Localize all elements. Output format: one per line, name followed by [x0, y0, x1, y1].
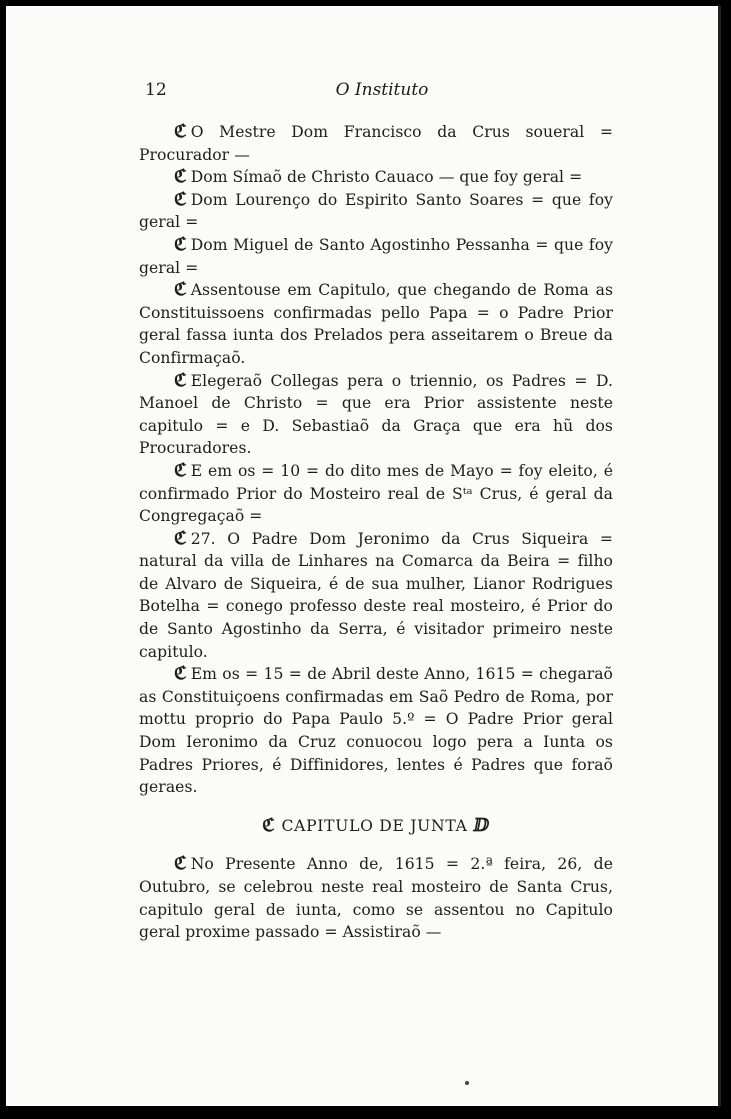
paragraph-text: Dom Miguel de Santo Agostinho Pessanha = que foy geral =	[139, 235, 613, 277]
paragraph-mark-icon: ℭ	[174, 279, 187, 301]
paragraph-text: No Presente Anno de, 1615 = 2.ª feira, 26, de Outubro, se celebrou neste real mosteiro de Santa Crus, capitulo geral de iunta, como se assentou no Capitulo geral proxime passado = Assistiraõ —	[139, 855, 613, 942]
paragraph-mark-icon: ℭ	[174, 188, 187, 210]
paragraph	[139, 853, 613, 943]
section-closer-icon: ⅅ	[473, 814, 490, 836]
paragraph-mark-icon: ℭ	[174, 853, 187, 875]
paragraph	[139, 279, 613, 369]
paragraph-text: Elegeraõ Collegas pera o triennio, os Padres = D. Manoel de Christo = que era Prior assistente neste capitulo = e D. Sebastiaõ da Graça que era hũ dos Procuradores.	[139, 371, 613, 458]
paragraph	[139, 663, 613, 799]
paragraph-text: E em os = 10 = do dito mes de Mayo = foy eleito, é confirmado Prior do Mosteiro real de Sᵗᵃ Crus, é geral da Congregaçaõ =	[139, 461, 613, 526]
paragraph-text: O Mestre Dom Francisco da Crus soueral = Procurador —	[139, 123, 613, 164]
section-title	[139, 815, 613, 838]
paragraph-text: Assentouse em Capitulo, que chegando de Roma as Constituissoens confirmadas pello Papa = o Padre Prior geral fassa iunta dos Prelados pera asseitarem o Breue da Confirmaçaõ.	[139, 281, 613, 367]
paragraph-mark-icon: ℭ	[174, 166, 187, 188]
paragraph	[139, 460, 613, 528]
paragraph-text: Dom Símaõ de Christo Cauaco — que foy geral =	[190, 168, 583, 187]
paragraph-mark-icon: ℭ	[174, 459, 187, 481]
paragraph-mark-icon: ℭ	[174, 121, 187, 142]
paragraph-mark-icon: ℭ	[174, 369, 187, 391]
paragraph	[139, 121, 613, 166]
paragraph	[139, 370, 613, 460]
running-title: O Instituto	[335, 80, 429, 100]
paragraph-mark-icon: ℭ	[262, 814, 276, 836]
paragraph-mark-icon: ℭ	[174, 233, 187, 255]
paragraph	[139, 189, 613, 234]
paragraph	[139, 166, 613, 189]
paragraph-mark-icon: ℭ	[174, 527, 187, 549]
paragraph-mark-icon: ℭ	[174, 663, 187, 685]
section-title-text: CAPITULO DE JUNTA	[281, 816, 468, 835]
paragraph	[139, 234, 613, 279]
ink-speck	[465, 1081, 469, 1085]
page-header	[145, 80, 619, 102]
body-text	[139, 121, 613, 944]
paragraph-text: Dom Lourenço do Espirito Santo Soares = que foy geral =	[139, 190, 613, 232]
paragraph-text: Em os = 15 = de Abril deste Anno, 1615 = chegaraõ as Constituiçoens confirmadas em Saõ Pedro de Roma, por mottu proprio do Papa Paulo 5.º = O Padre Prior geral Dom Ieronimo da Cruz conuocou logo pera a Iunta os Padres Priores, é Diffinidores, lentes é Padres que foraõ geraes.	[139, 665, 613, 797]
paragraph-text: 27. O Padre Dom Jeronimo da Crus Siqueira = natural da villa de Linhares na Comarca da Beira = filho de Alvaro de Siqueira, é de sua mulher, Lianor Rodrigues Botelha = conego professo deste real mosteiro, é Prior do de Santo Agostinho da Serra, é visitador primeiro neste capitulo.	[139, 529, 613, 661]
paragraph	[139, 528, 613, 664]
page-number: 12	[145, 80, 167, 100]
